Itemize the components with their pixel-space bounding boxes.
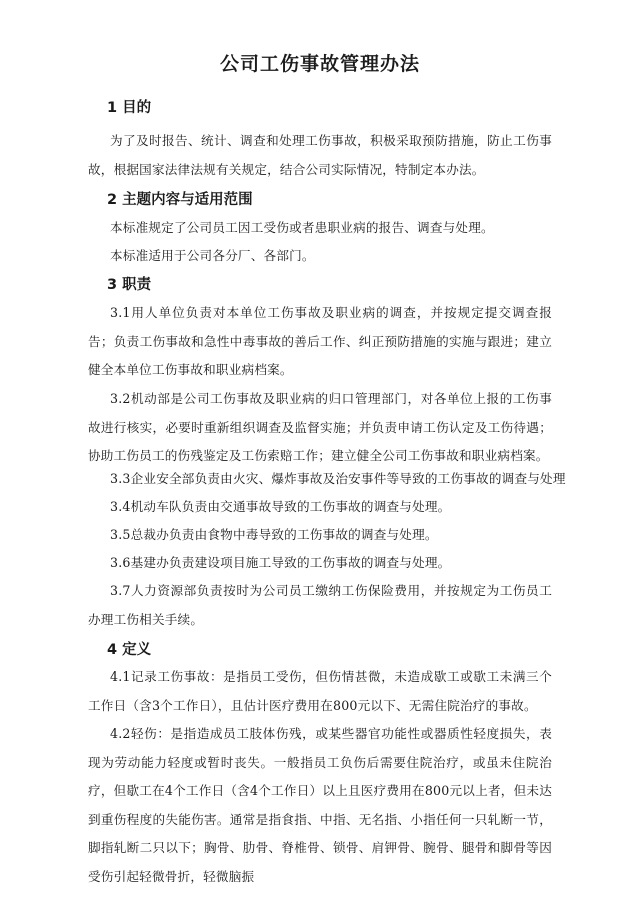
- duty-3-1-paragraph: 3.1用人单位负责对本单位工伤事故及职业病的调查，并按规定提交调查报告；负责工伤事故和急性中毒事故的善后工作、纠正预防措施的实施与跟进；建立健全本单位工伤事故和职业病档案。: [88, 305, 552, 377]
- section-heading-duties: 3 职责: [107, 277, 152, 293]
- section-heading-definitions: 4 定义: [107, 642, 152, 658]
- duty-3-6-paragraph: 3.6基建办负责建设项目施工导致的工伤事故的调查与处理。: [110, 555, 451, 570]
- duty-3-4-paragraph: 3.4机动车队负责由交通事故导致的工伤事故的调查与处理。: [110, 499, 451, 514]
- duty-3-3-paragraph: 3.3企业安全部负责由火灾、爆炸事故及治安事件等导致的工伤事故的调查与处理: [110, 471, 566, 486]
- document-title: 公司工伤事故管理办法: [219, 53, 420, 75]
- section-purpose-paragraph: 为了及时报告、统计、调查和处理工伤事故，积极采取预防措施，防止工伤事故，根据国家法律法规有关规定，结合公司实际情况，特制定本办法。: [88, 133, 552, 177]
- section-heading-purpose: 1 目的: [107, 100, 152, 116]
- duty-3-5-paragraph: 3.5总裁办负责由食物中毒导致的工伤事故的调查与处理。: [110, 527, 438, 542]
- section-scope-paragraph-1: 本标准规定了公司员工因工受伤或者患职业病的报告、调查与处理。: [110, 220, 494, 235]
- section-heading-scope: 2 主题内容与适用范围: [107, 192, 253, 208]
- definition-4-1-paragraph: 4.1记录工伤事故：是指员工受伤，但伤情甚微，未造成歇工或歇工未满三个工作日（含3个工作日），且估计医疗费用在800元以下、无需住院治疗的事故。: [88, 669, 552, 713]
- duty-3-2-paragraph: 3.2机动部是公司工伤事故及职业病的归口管理部门，对各单位上报的工伤事故进行核实，必要时重新组织调查及监督实施；并负责申请工伤认定及工伤待遇；协助工伤员工的伤残鉴定及工伤索赔工作；建立健全公司工伤事故和职业病档案。: [88, 391, 552, 463]
- definition-4-2-paragraph: 4.2轻伤：是指造成员工肢体伤残，或某些器官功能性或器质性轻度损失，表现为劳动能力轻度或暂时丧失。一般指员工负伤后需要住院治疗，或虽未住院治疗，但歇工在4个工作日（含4个工作日）以上且医疗费用在800元以上者，但未达到重伤程度的失能伤害。通常是指食指、中指、无名指、小指任何一只轧断一节，脚指轧断二只以下；胸骨、肋骨、脊椎骨、锁骨、肩钾骨、腕骨、腿骨和脚骨等因受伤引起轻微骨折，轻微脑振: [88, 726, 552, 884]
- duty-3-7-paragraph: 3.7人力资源部负责按时为公司员工缴纳工伤保险费用，并按规定为工伤员工办理工伤相关手续。: [88, 583, 552, 627]
- section-scope-paragraph-2: 本标准适用于公司各分厂、各部门。: [110, 248, 315, 263]
